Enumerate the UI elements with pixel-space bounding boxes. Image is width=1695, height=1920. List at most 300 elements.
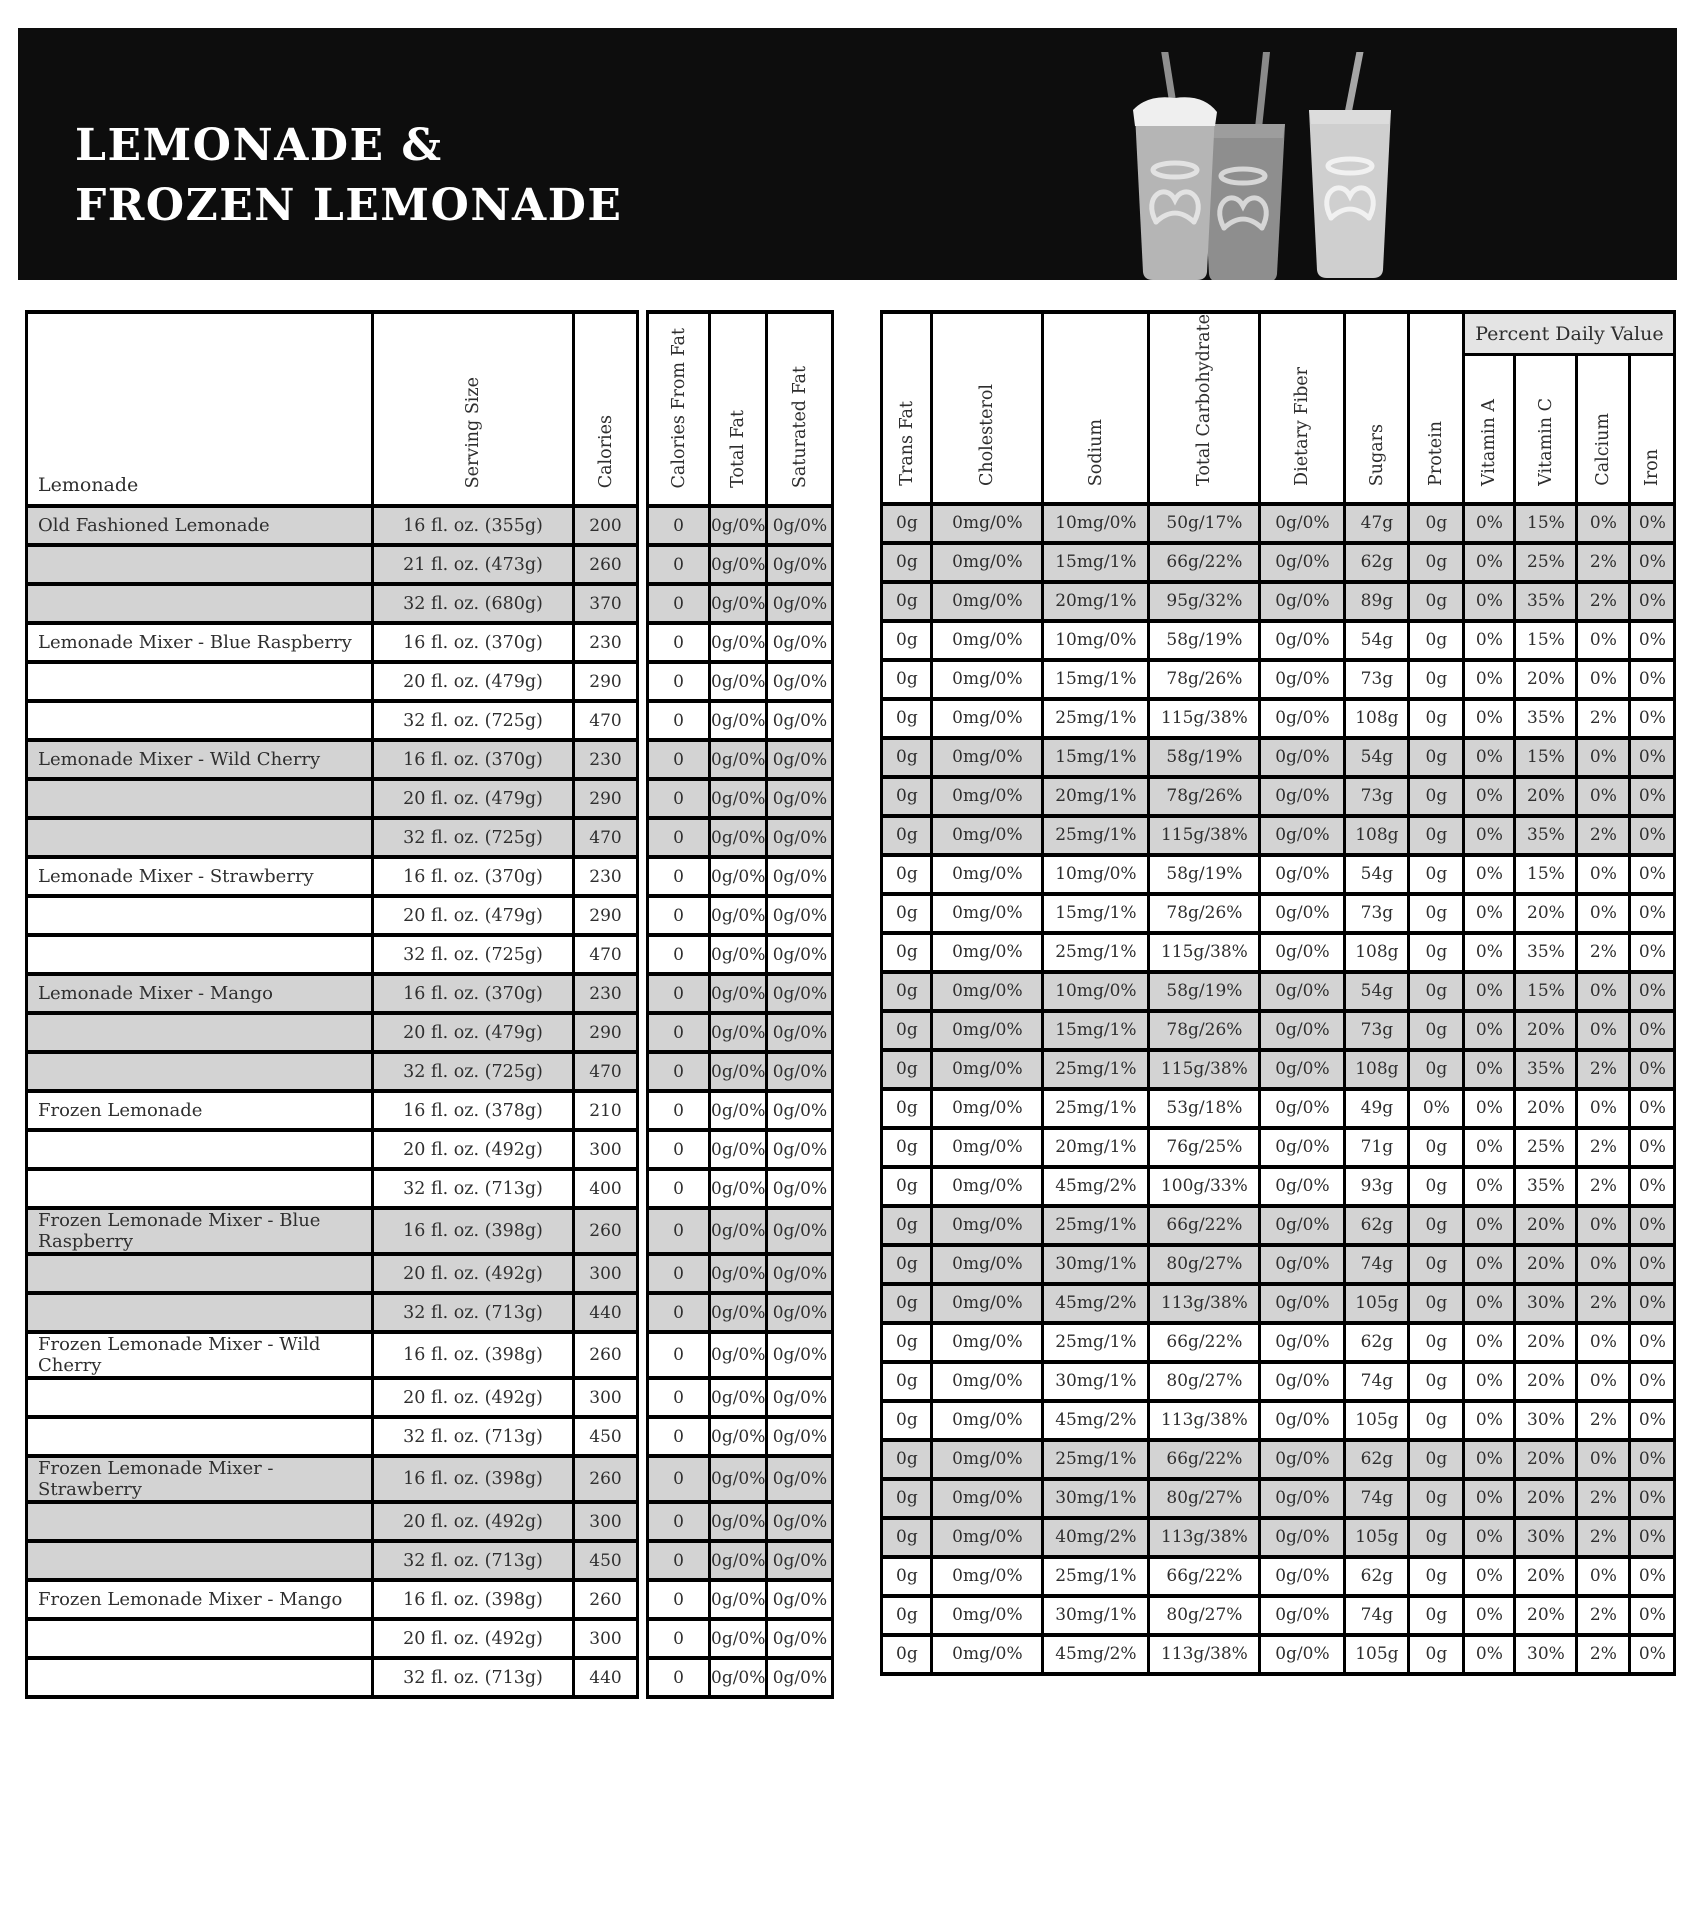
cell-iron: 0% xyxy=(1630,1128,1675,1167)
cell-fiber: 0g/0% xyxy=(1260,1089,1345,1128)
cell-protein: 0g xyxy=(1409,972,1464,1011)
cell-carb: 66g/22% xyxy=(1149,1557,1260,1596)
cell-carb: 66g/22% xyxy=(1149,543,1260,582)
cell-carb: 115g/38% xyxy=(1149,816,1260,855)
cell-fiber: 0g/0% xyxy=(1260,699,1345,738)
left-table-body xyxy=(27,506,833,1697)
column-gap xyxy=(638,857,648,896)
table-row xyxy=(882,660,1675,699)
cell-sugars: 62g xyxy=(1345,1440,1409,1479)
cell-vit-a: 0% xyxy=(1464,582,1515,621)
cell-vit-c: 35% xyxy=(1515,1167,1577,1206)
cell-cal-fat: 0 xyxy=(648,779,710,818)
cell-sugars: 49g xyxy=(1345,1089,1409,1128)
cell-iron: 0% xyxy=(1630,1284,1675,1323)
cell-sat-fat: 0g/0% xyxy=(767,1013,833,1052)
cell-calcium: 0% xyxy=(1577,1362,1630,1401)
cell-iron: 0% xyxy=(1630,1479,1675,1518)
cell-calcium: 0% xyxy=(1577,660,1630,699)
cell-name: Lemonade Mixer - Mango xyxy=(27,974,373,1013)
cell-calories: 230 xyxy=(574,623,638,662)
cell-sat-fat: 0g/0% xyxy=(767,818,833,857)
column-header-vitamin-c: Vitamin C xyxy=(1515,312,1577,504)
cell-iron: 0% xyxy=(1630,1557,1675,1596)
cell-serving: 20 fl. oz. (492g) xyxy=(373,1619,574,1658)
cell-serving: 32 fl. oz. (725g) xyxy=(373,818,574,857)
table-row xyxy=(882,1479,1675,1518)
cell-vit-a: 0% xyxy=(1464,543,1515,582)
cell-cholesterol: 0mg/0% xyxy=(932,1206,1043,1245)
column-header-total-carbohydrate: Total Carbohydrate xyxy=(1149,312,1260,504)
cell-iron: 0% xyxy=(1630,504,1675,543)
cell-total-fat: 0g/0% xyxy=(710,662,767,701)
cell-trans-fat: 0g xyxy=(882,1401,932,1440)
cell-vit-c: 30% xyxy=(1515,1401,1577,1440)
table-row xyxy=(27,1091,833,1130)
cell-trans-fat: 0g xyxy=(882,855,932,894)
column-gap xyxy=(638,935,648,974)
cell-serving: 20 fl. oz. (479g) xyxy=(373,779,574,818)
cell-total-fat: 0g/0% xyxy=(710,506,767,545)
cell-calcium: 0% xyxy=(1577,1206,1630,1245)
cell-sodium: 45mg/2% xyxy=(1043,1167,1149,1206)
cell-vit-a: 0% xyxy=(1464,1011,1515,1050)
cell-calories: 290 xyxy=(574,779,638,818)
cell-total-fat: 0g/0% xyxy=(710,1052,767,1091)
table-row xyxy=(27,740,833,779)
cell-name: Frozen Lemonade xyxy=(27,1091,373,1130)
cell-cal-fat: 0 xyxy=(648,935,710,974)
table-row xyxy=(27,623,833,662)
cell-serving: 32 fl. oz. (713g) xyxy=(373,1293,574,1332)
cell-calcium: 2% xyxy=(1577,933,1630,972)
cell-carb: 58g/19% xyxy=(1149,972,1260,1011)
cell-carb: 66g/22% xyxy=(1149,1323,1260,1362)
column-gap xyxy=(638,662,648,701)
cell-calories: 450 xyxy=(574,1541,638,1580)
cell-total-fat: 0g/0% xyxy=(710,584,767,623)
cell-total-fat: 0g/0% xyxy=(710,1254,767,1293)
cell-total-fat: 0g/0% xyxy=(710,1332,767,1378)
cell-sugars: 54g xyxy=(1345,855,1409,894)
cell-trans-fat: 0g xyxy=(882,660,932,699)
cell-protein: 0g xyxy=(1409,855,1464,894)
cell-calories: 370 xyxy=(574,584,638,623)
cell-name xyxy=(27,1293,373,1332)
cell-sat-fat: 0g/0% xyxy=(767,545,833,584)
column-gap xyxy=(638,974,648,1013)
cell-fiber: 0g/0% xyxy=(1260,816,1345,855)
cell-trans-fat: 0g xyxy=(882,1206,932,1245)
cell-serving: 16 fl. oz. (398g) xyxy=(373,1580,574,1619)
cell-calories: 440 xyxy=(574,1658,638,1697)
cell-sugars: 74g xyxy=(1345,1479,1409,1518)
table-row xyxy=(27,584,833,623)
cell-cholesterol: 0mg/0% xyxy=(932,816,1043,855)
cell-vit-a: 0% xyxy=(1464,1362,1515,1401)
cup-middle-icon xyxy=(1201,124,1285,280)
cell-iron: 0% xyxy=(1630,582,1675,621)
cell-carb: 78g/26% xyxy=(1149,660,1260,699)
cell-cholesterol: 0mg/0% xyxy=(932,1401,1043,1440)
cell-iron: 0% xyxy=(1630,1089,1675,1128)
column-gap xyxy=(638,1052,648,1091)
cell-calories: 300 xyxy=(574,1619,638,1658)
cell-sat-fat: 0g/0% xyxy=(767,701,833,740)
table-row xyxy=(27,1254,833,1293)
cell-iron: 0% xyxy=(1630,894,1675,933)
cell-sat-fat: 0g/0% xyxy=(767,662,833,701)
column-header-total-fat: Total Fat xyxy=(710,312,767,506)
cell-fiber: 0g/0% xyxy=(1260,1479,1345,1518)
cell-cal-fat: 0 xyxy=(648,818,710,857)
cell-fiber: 0g/0% xyxy=(1260,621,1345,660)
cell-protein: 0g xyxy=(1409,543,1464,582)
cell-fiber: 0g/0% xyxy=(1260,1245,1345,1284)
cell-sodium: 30mg/1% xyxy=(1043,1596,1149,1635)
cell-vit-c: 35% xyxy=(1515,1050,1577,1089)
page-title-line2: FROZEN LEMONADE xyxy=(75,180,623,231)
cell-vit-c: 20% xyxy=(1515,1206,1577,1245)
cell-carb: 66g/22% xyxy=(1149,1440,1260,1479)
cell-name: Frozen Lemonade Mixer - Strawberry xyxy=(27,1456,373,1502)
cell-protein: 0g xyxy=(1409,894,1464,933)
table-row xyxy=(27,1378,833,1417)
cell-cal-fat: 0 xyxy=(648,740,710,779)
cell-vit-a: 0% xyxy=(1464,816,1515,855)
cell-serving: 16 fl. oz. (398g) xyxy=(373,1208,574,1254)
cell-cholesterol: 0mg/0% xyxy=(932,582,1043,621)
cell-vit-c: 20% xyxy=(1515,1479,1577,1518)
cell-vit-a: 0% xyxy=(1464,855,1515,894)
cell-calcium: 2% xyxy=(1577,543,1630,582)
cell-name xyxy=(27,1052,373,1091)
table-row xyxy=(27,1052,833,1091)
table-row xyxy=(882,1323,1675,1362)
cell-trans-fat: 0g xyxy=(882,738,932,777)
cell-calories: 290 xyxy=(574,662,638,701)
cell-serving: 20 fl. oz. (479g) xyxy=(373,1013,574,1052)
column-header-sugars: Sugars xyxy=(1345,312,1409,504)
cell-name: Frozen Lemonade Mixer - Mango xyxy=(27,1580,373,1619)
table-row xyxy=(882,1089,1675,1128)
cell-trans-fat: 0g xyxy=(882,1167,932,1206)
cell-vit-a: 0% xyxy=(1464,1557,1515,1596)
cell-vit-a: 0% xyxy=(1464,660,1515,699)
cell-vit-c: 15% xyxy=(1515,621,1577,660)
cell-sugars: 47g xyxy=(1345,504,1409,543)
table-row xyxy=(882,933,1675,972)
cell-fiber: 0g/0% xyxy=(1260,1011,1345,1050)
cell-trans-fat: 0g xyxy=(882,816,932,855)
cell-calories: 260 xyxy=(574,1332,638,1378)
cell-trans-fat: 0g xyxy=(882,1011,932,1050)
cell-total-fat: 0g/0% xyxy=(710,974,767,1013)
cell-cholesterol: 0mg/0% xyxy=(932,738,1043,777)
cell-serving: 16 fl. oz. (398g) xyxy=(373,1456,574,1502)
column-gap xyxy=(638,1169,648,1208)
cell-sat-fat: 0g/0% xyxy=(767,1169,833,1208)
cell-iron: 0% xyxy=(1630,660,1675,699)
cell-fiber: 0g/0% xyxy=(1260,1518,1345,1557)
cell-sugars: 73g xyxy=(1345,660,1409,699)
cell-fiber: 0g/0% xyxy=(1260,1128,1345,1167)
cell-cholesterol: 0mg/0% xyxy=(932,1089,1043,1128)
cell-sat-fat: 0g/0% xyxy=(767,740,833,779)
cell-calories: 300 xyxy=(574,1502,638,1541)
column-gap xyxy=(638,1091,648,1130)
cell-name xyxy=(27,1417,373,1456)
cell-calories: 260 xyxy=(574,1456,638,1502)
cell-cholesterol: 0mg/0% xyxy=(932,1245,1043,1284)
cell-calcium: 0% xyxy=(1577,504,1630,543)
column-gap xyxy=(638,1254,648,1293)
cell-cal-fat: 0 xyxy=(648,1293,710,1332)
cell-carb: 115g/38% xyxy=(1149,933,1260,972)
cell-name xyxy=(27,1013,373,1052)
cell-cal-fat: 0 xyxy=(648,1208,710,1254)
cell-serving: 32 fl. oz. (725g) xyxy=(373,935,574,974)
cell-vit-c: 25% xyxy=(1515,543,1577,582)
cell-total-fat: 0g/0% xyxy=(710,1293,767,1332)
cell-sugars: 62g xyxy=(1345,1206,1409,1245)
cell-total-fat: 0g/0% xyxy=(710,545,767,584)
cell-name xyxy=(27,545,373,584)
cell-sat-fat: 0g/0% xyxy=(767,1456,833,1502)
cell-iron: 0% xyxy=(1630,1440,1675,1479)
cell-carb: 78g/26% xyxy=(1149,894,1260,933)
table-row xyxy=(882,816,1675,855)
cell-protein: 0g xyxy=(1409,1557,1464,1596)
cell-trans-fat: 0g xyxy=(882,621,932,660)
table-row xyxy=(27,701,833,740)
cell-calories: 300 xyxy=(574,1254,638,1293)
cell-trans-fat: 0g xyxy=(882,1284,932,1323)
cell-fiber: 0g/0% xyxy=(1260,1206,1345,1245)
cell-serving: 16 fl. oz. (370g) xyxy=(373,857,574,896)
cell-name xyxy=(27,701,373,740)
cell-protein: 0g xyxy=(1409,1206,1464,1245)
cell-name xyxy=(27,1502,373,1541)
cell-total-fat: 0g/0% xyxy=(710,1169,767,1208)
column-header-dietary-fiber: Dietary Fiber xyxy=(1260,312,1345,504)
cell-cholesterol: 0mg/0% xyxy=(932,1128,1043,1167)
cell-iron: 0% xyxy=(1630,777,1675,816)
cell-name xyxy=(27,1169,373,1208)
cell-protein: 0g xyxy=(1409,1596,1464,1635)
table-row xyxy=(882,894,1675,933)
column-gap xyxy=(638,312,648,506)
cell-protein: 0g xyxy=(1409,738,1464,777)
cell-iron: 0% xyxy=(1630,1596,1675,1635)
cell-sodium: 30mg/1% xyxy=(1043,1479,1149,1518)
cell-name xyxy=(27,1619,373,1658)
cell-protein: 0g xyxy=(1409,582,1464,621)
cell-sugars: 108g xyxy=(1345,933,1409,972)
cell-cholesterol: 0mg/0% xyxy=(932,1440,1043,1479)
cell-cal-fat: 0 xyxy=(648,1580,710,1619)
cell-carb: 50g/17% xyxy=(1149,504,1260,543)
cell-serving: 20 fl. oz. (479g) xyxy=(373,896,574,935)
table-row xyxy=(882,738,1675,777)
column-header-iron: Iron xyxy=(1630,312,1675,504)
cell-sat-fat: 0g/0% xyxy=(767,1091,833,1130)
table-row xyxy=(882,1596,1675,1635)
cell-vit-c: 30% xyxy=(1515,1284,1577,1323)
cell-sugars: 108g xyxy=(1345,1050,1409,1089)
cell-vit-c: 20% xyxy=(1515,1362,1577,1401)
cell-trans-fat: 0g xyxy=(882,504,932,543)
cell-serving: 32 fl. oz. (713g) xyxy=(373,1417,574,1456)
cell-total-fat: 0g/0% xyxy=(710,1417,767,1456)
cell-sugars: 54g xyxy=(1345,738,1409,777)
cell-vit-c: 35% xyxy=(1515,933,1577,972)
cell-calcium: 2% xyxy=(1577,1401,1630,1440)
cell-trans-fat: 0g xyxy=(882,1050,932,1089)
cell-iron: 0% xyxy=(1630,1401,1675,1440)
cell-sugars: 105g xyxy=(1345,1518,1409,1557)
cell-calcium: 2% xyxy=(1577,1167,1630,1206)
cell-cal-fat: 0 xyxy=(648,662,710,701)
cell-sat-fat: 0g/0% xyxy=(767,779,833,818)
cell-carb: 100g/33% xyxy=(1149,1167,1260,1206)
cell-total-fat: 0g/0% xyxy=(710,1091,767,1130)
percent-daily-value-header: Percent Daily Value xyxy=(1462,310,1676,356)
table-row xyxy=(882,1557,1675,1596)
cell-sugars: 62g xyxy=(1345,1323,1409,1362)
cell-sodium: 25mg/1% xyxy=(1043,816,1149,855)
cell-cal-fat: 0 xyxy=(648,1502,710,1541)
cell-sodium: 30mg/1% xyxy=(1043,1362,1149,1401)
column-header-calories: Calories xyxy=(574,312,638,506)
table-row xyxy=(882,1401,1675,1440)
cell-fiber: 0g/0% xyxy=(1260,933,1345,972)
cell-cal-fat: 0 xyxy=(648,1091,710,1130)
cell-sodium: 15mg/1% xyxy=(1043,738,1149,777)
cell-serving: 16 fl. oz. (370g) xyxy=(373,974,574,1013)
cell-vit-a: 0% xyxy=(1464,1245,1515,1284)
cell-sodium: 30mg/1% xyxy=(1043,1245,1149,1284)
table-row xyxy=(882,1128,1675,1167)
cell-protein: 0g xyxy=(1409,1011,1464,1050)
cell-sat-fat: 0g/0% xyxy=(767,1208,833,1254)
cell-protein: 0g xyxy=(1409,816,1464,855)
table-row xyxy=(882,1245,1675,1284)
cell-sodium: 25mg/1% xyxy=(1043,699,1149,738)
cell-total-fat: 0g/0% xyxy=(710,896,767,935)
column-gap xyxy=(638,896,648,935)
cell-sat-fat: 0g/0% xyxy=(767,1378,833,1417)
cell-name xyxy=(27,896,373,935)
cell-cholesterol: 0mg/0% xyxy=(932,699,1043,738)
cell-cholesterol: 0mg/0% xyxy=(932,1167,1043,1206)
cell-sodium: 15mg/1% xyxy=(1043,1011,1149,1050)
column-gap xyxy=(638,818,648,857)
table-row xyxy=(27,1580,833,1619)
cell-calcium: 2% xyxy=(1577,1050,1630,1089)
table-row xyxy=(27,1502,833,1541)
cell-vit-a: 0% xyxy=(1464,972,1515,1011)
cell-calcium: 2% xyxy=(1577,1596,1630,1635)
cell-calories: 260 xyxy=(574,1580,638,1619)
column-gap xyxy=(638,1208,648,1254)
table-row xyxy=(27,857,833,896)
table-row xyxy=(27,779,833,818)
cell-cholesterol: 0mg/0% xyxy=(932,1596,1043,1635)
cell-sodium: 25mg/1% xyxy=(1043,1323,1149,1362)
cell-iron: 0% xyxy=(1630,1245,1675,1284)
cell-iron: 0% xyxy=(1630,621,1675,660)
cell-trans-fat: 0g xyxy=(882,699,932,738)
cell-sat-fat: 0g/0% xyxy=(767,1658,833,1697)
cell-name xyxy=(27,1130,373,1169)
cell-calcium: 0% xyxy=(1577,1245,1630,1284)
cell-name xyxy=(27,1254,373,1293)
cell-sat-fat: 0g/0% xyxy=(767,1052,833,1091)
cell-sugars: 74g xyxy=(1345,1245,1409,1284)
table-row xyxy=(27,935,833,974)
cell-total-fat: 0g/0% xyxy=(710,1130,767,1169)
column-gap xyxy=(638,506,648,545)
cell-trans-fat: 0g xyxy=(882,1479,932,1518)
cell-vit-c: 20% xyxy=(1515,660,1577,699)
cell-protein: 0g xyxy=(1409,933,1464,972)
cell-sugars: 54g xyxy=(1345,621,1409,660)
cell-iron: 0% xyxy=(1630,1011,1675,1050)
cell-sat-fat: 0g/0% xyxy=(767,584,833,623)
cell-carb: 113g/38% xyxy=(1149,1284,1260,1323)
cell-iron: 0% xyxy=(1630,933,1675,972)
cell-sodium: 25mg/1% xyxy=(1043,1440,1149,1479)
cup-left-icon xyxy=(1133,97,1217,280)
table-row xyxy=(27,1013,833,1052)
cell-serving: 16 fl. oz. (398g) xyxy=(373,1332,574,1378)
cell-calcium: 0% xyxy=(1577,1011,1630,1050)
cell-protein: 0g xyxy=(1409,1401,1464,1440)
table-row xyxy=(27,974,833,1013)
cell-total-fat: 0g/0% xyxy=(710,779,767,818)
cell-vit-a: 0% xyxy=(1464,1518,1515,1557)
cell-sodium: 10mg/0% xyxy=(1043,855,1149,894)
cell-calories: 210 xyxy=(574,1091,638,1130)
cell-sugars: 73g xyxy=(1345,894,1409,933)
cell-fiber: 0g/0% xyxy=(1260,1596,1345,1635)
cell-trans-fat: 0g xyxy=(882,1596,932,1635)
table-row xyxy=(27,1658,833,1697)
cell-sugars: 62g xyxy=(1345,543,1409,582)
right-table-body xyxy=(882,504,1675,1674)
cell-cholesterol: 0mg/0% xyxy=(932,543,1043,582)
cell-sat-fat: 0g/0% xyxy=(767,1541,833,1580)
cell-trans-fat: 0g xyxy=(882,1245,932,1284)
cell-trans-fat: 0g xyxy=(882,1518,932,1557)
cell-sugars: 74g xyxy=(1345,1596,1409,1635)
cell-total-fat: 0g/0% xyxy=(710,740,767,779)
table-row xyxy=(27,818,833,857)
cell-cal-fat: 0 xyxy=(648,896,710,935)
cell-fiber: 0g/0% xyxy=(1260,1557,1345,1596)
cell-vit-c: 20% xyxy=(1515,1596,1577,1635)
cell-trans-fat: 0g xyxy=(882,1440,932,1479)
cell-sugars: 108g xyxy=(1345,816,1409,855)
table-row xyxy=(882,1050,1675,1089)
cell-trans-fat: 0g xyxy=(882,894,932,933)
column-gap xyxy=(638,740,648,779)
cell-sat-fat: 0g/0% xyxy=(767,1619,833,1658)
column-gap xyxy=(638,1619,648,1658)
table-row xyxy=(27,1130,833,1169)
cell-sodium: 20mg/1% xyxy=(1043,777,1149,816)
